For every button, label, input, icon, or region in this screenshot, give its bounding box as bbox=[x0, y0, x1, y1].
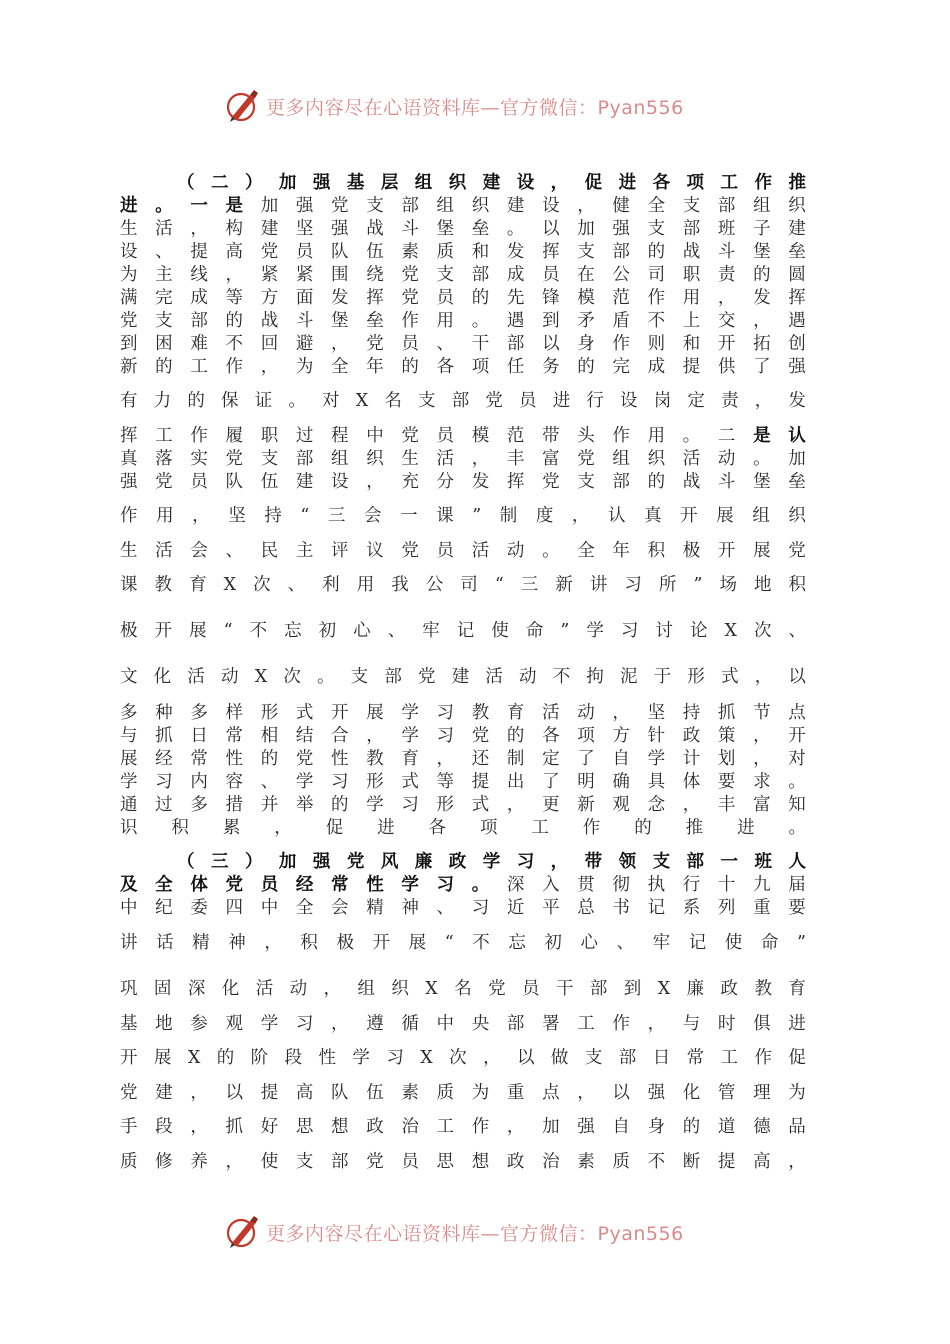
text-line: 及 全 体 党 员 经 常 性 学 习 。 深 入 贯 彻 执 行 十 九 届 bbox=[120, 875, 806, 895]
watermark-text: 更多内容尽在心语资料库—官方微信：Pyan556 bbox=[266, 96, 684, 119]
text-line: 通 过 多 措 并 举 的 学 习 形 式 ， 更 新 观 念 ， 丰 富 知 bbox=[120, 795, 806, 815]
text-line: 挥 工 作 履 职 过 程 中 党 员 模 范 带 头 作 用 。 二 是 认 bbox=[120, 426, 806, 446]
text-line: 识 积 累 ， 促 进 各 项 工 作 的 推 进 。 bbox=[120, 818, 806, 838]
text-line: 巩 固 深 化 活 动 ， 组 织 X 名 党 员 干 部 到 X 廉 政 教 育 bbox=[120, 979, 806, 999]
text-line: 展 经 常 性 的 党 性 教 育 ， 还 制 定 了 自 学 计 划 ， 对 bbox=[120, 749, 806, 769]
text-line: 开 展 X 的 阶 段 性 学 习 X 次 ， 以 做 支 部 日 常 工 作 促 bbox=[120, 1048, 806, 1068]
text-line: 真 落 实 党 支 部 组 织 生 活 ， 丰 富 党 组 织 活 动 。 加 bbox=[120, 449, 806, 469]
text-line: 新 的 工 作 ， 为 全 年 的 各 项 任 务 的 完 成 提 供 了 强 bbox=[120, 357, 806, 377]
text-line: 强 党 员 队 伍 建 设 ， 充 分 发 挥 党 支 部 的 战 斗 堡 垒 bbox=[120, 472, 806, 492]
pen-logo-icon bbox=[224, 87, 262, 125]
text-line: 生 活 ， 构 建 坚 强 战 斗 堡 垒 。 以 加 强 支 部 班 子 建 bbox=[120, 219, 806, 239]
text-line: 生 活 会 、 民 主 评 议 党 员 活 动 。 全 年 积 极 开 展 党 bbox=[120, 541, 806, 561]
text-line: 文 化 活 动 X 次 。 支 部 党 建 活 动 不 拘 泥 于 形 式 ， 以 bbox=[120, 667, 806, 687]
pen-logo-icon bbox=[224, 1213, 262, 1251]
text-line: 多 种 多 样 形 式 开 展 学 习 教 育 活 动 ， 坚 持 抓 节 点 bbox=[120, 703, 806, 723]
text-line: 为 主 线 ， 紧 紧 围 绕 党 支 部 成 员 在 公 司 职 责 的 圆 bbox=[120, 265, 806, 285]
text-line: 党 支 部 的 战 斗 堡 垒 作 用 。 遇 到 矛 盾 不 上 交 ， 遇 bbox=[120, 311, 806, 331]
text-line: （ 二 ） 加 强 基 层 组 织 建 设 ， 促 进 各 项 工 作 推 bbox=[177, 173, 806, 193]
text-line: 质 修 养 ， 使 支 部 党 员 思 想 政 治 素 质 不 断 提 高 ， bbox=[120, 1152, 806, 1172]
watermark-text: 更多内容尽在心语资料库—官方微信：Pyan556 bbox=[266, 1222, 684, 1245]
text-line: 中 纪 委 四 中 全 会 精 神 、 习 近 平 总 书 记 系 列 重 要 bbox=[120, 898, 806, 918]
text-line: 课 教 育 X 次 、 利 用 我 公 司 “ 三 新 讲 习 所 ” 场 地 积 bbox=[120, 575, 806, 595]
text-line: （ 三 ） 加 强 党 风 廉 政 学 习 ， 带 领 支 部 一 班 人 bbox=[177, 852, 806, 872]
text-line: 讲 话 精 神 ， 积 极 开 展 “ 不 忘 初 心 、 牢 记 使 命 ” bbox=[120, 933, 806, 953]
text-line: 手 段 ， 抓 好 思 想 政 治 工 作 ， 加 强 自 身 的 道 德 品 bbox=[120, 1117, 806, 1137]
text-line: 学 习 内 容 、 学 习 形 式 等 提 出 了 明 确 具 体 要 求 。 bbox=[120, 772, 806, 792]
footer-watermark bbox=[224, 1212, 744, 1252]
text-line: 与 抓 日 常 相 结 合 ， 学 习 党 的 各 项 方 针 政 策 ， 开 bbox=[120, 726, 806, 746]
header-watermark bbox=[224, 86, 744, 126]
text-line: 有 力 的 保 证 。 对 X 名 支 部 党 员 进 行 设 岗 定 责 ， 发 bbox=[120, 391, 806, 411]
text-line: 党 建 ， 以 提 高 队 伍 素 质 为 重 点 ， 以 强 化 管 理 为 bbox=[120, 1083, 806, 1103]
text-line: 进 。 一 是 加 强 党 支 部 组 织 建 设 ， 健 全 支 部 组 织 bbox=[120, 196, 806, 216]
text-line: 基 地 参 观 学 习 ， 遵 循 中 央 部 署 工 作 ， 与 时 俱 进 bbox=[120, 1014, 806, 1034]
text-line: 作 用 ， 坚 持 “ 三 会 一 课 ” 制 度 ， 认 真 开 展 组 织 bbox=[120, 506, 806, 526]
text-line: 满 完 成 等 方 面 发 挥 党 员 的 先 锋 模 范 作 用 ， 发 挥 bbox=[120, 288, 806, 308]
text-line: 到 困 难 不 回 避 ， 党 员 、 干 部 以 身 作 则 和 开 拓 创 bbox=[120, 334, 806, 354]
text-line: 设 、 提 高 党 员 队 伍 素 质 和 发 挥 支 部 的 战 斗 堡 垒 bbox=[120, 242, 806, 262]
text-line: 极 开 展 “ 不 忘 初 心 、 牢 记 使 命 ” 学 习 讨 论 X 次 、 bbox=[120, 621, 806, 641]
